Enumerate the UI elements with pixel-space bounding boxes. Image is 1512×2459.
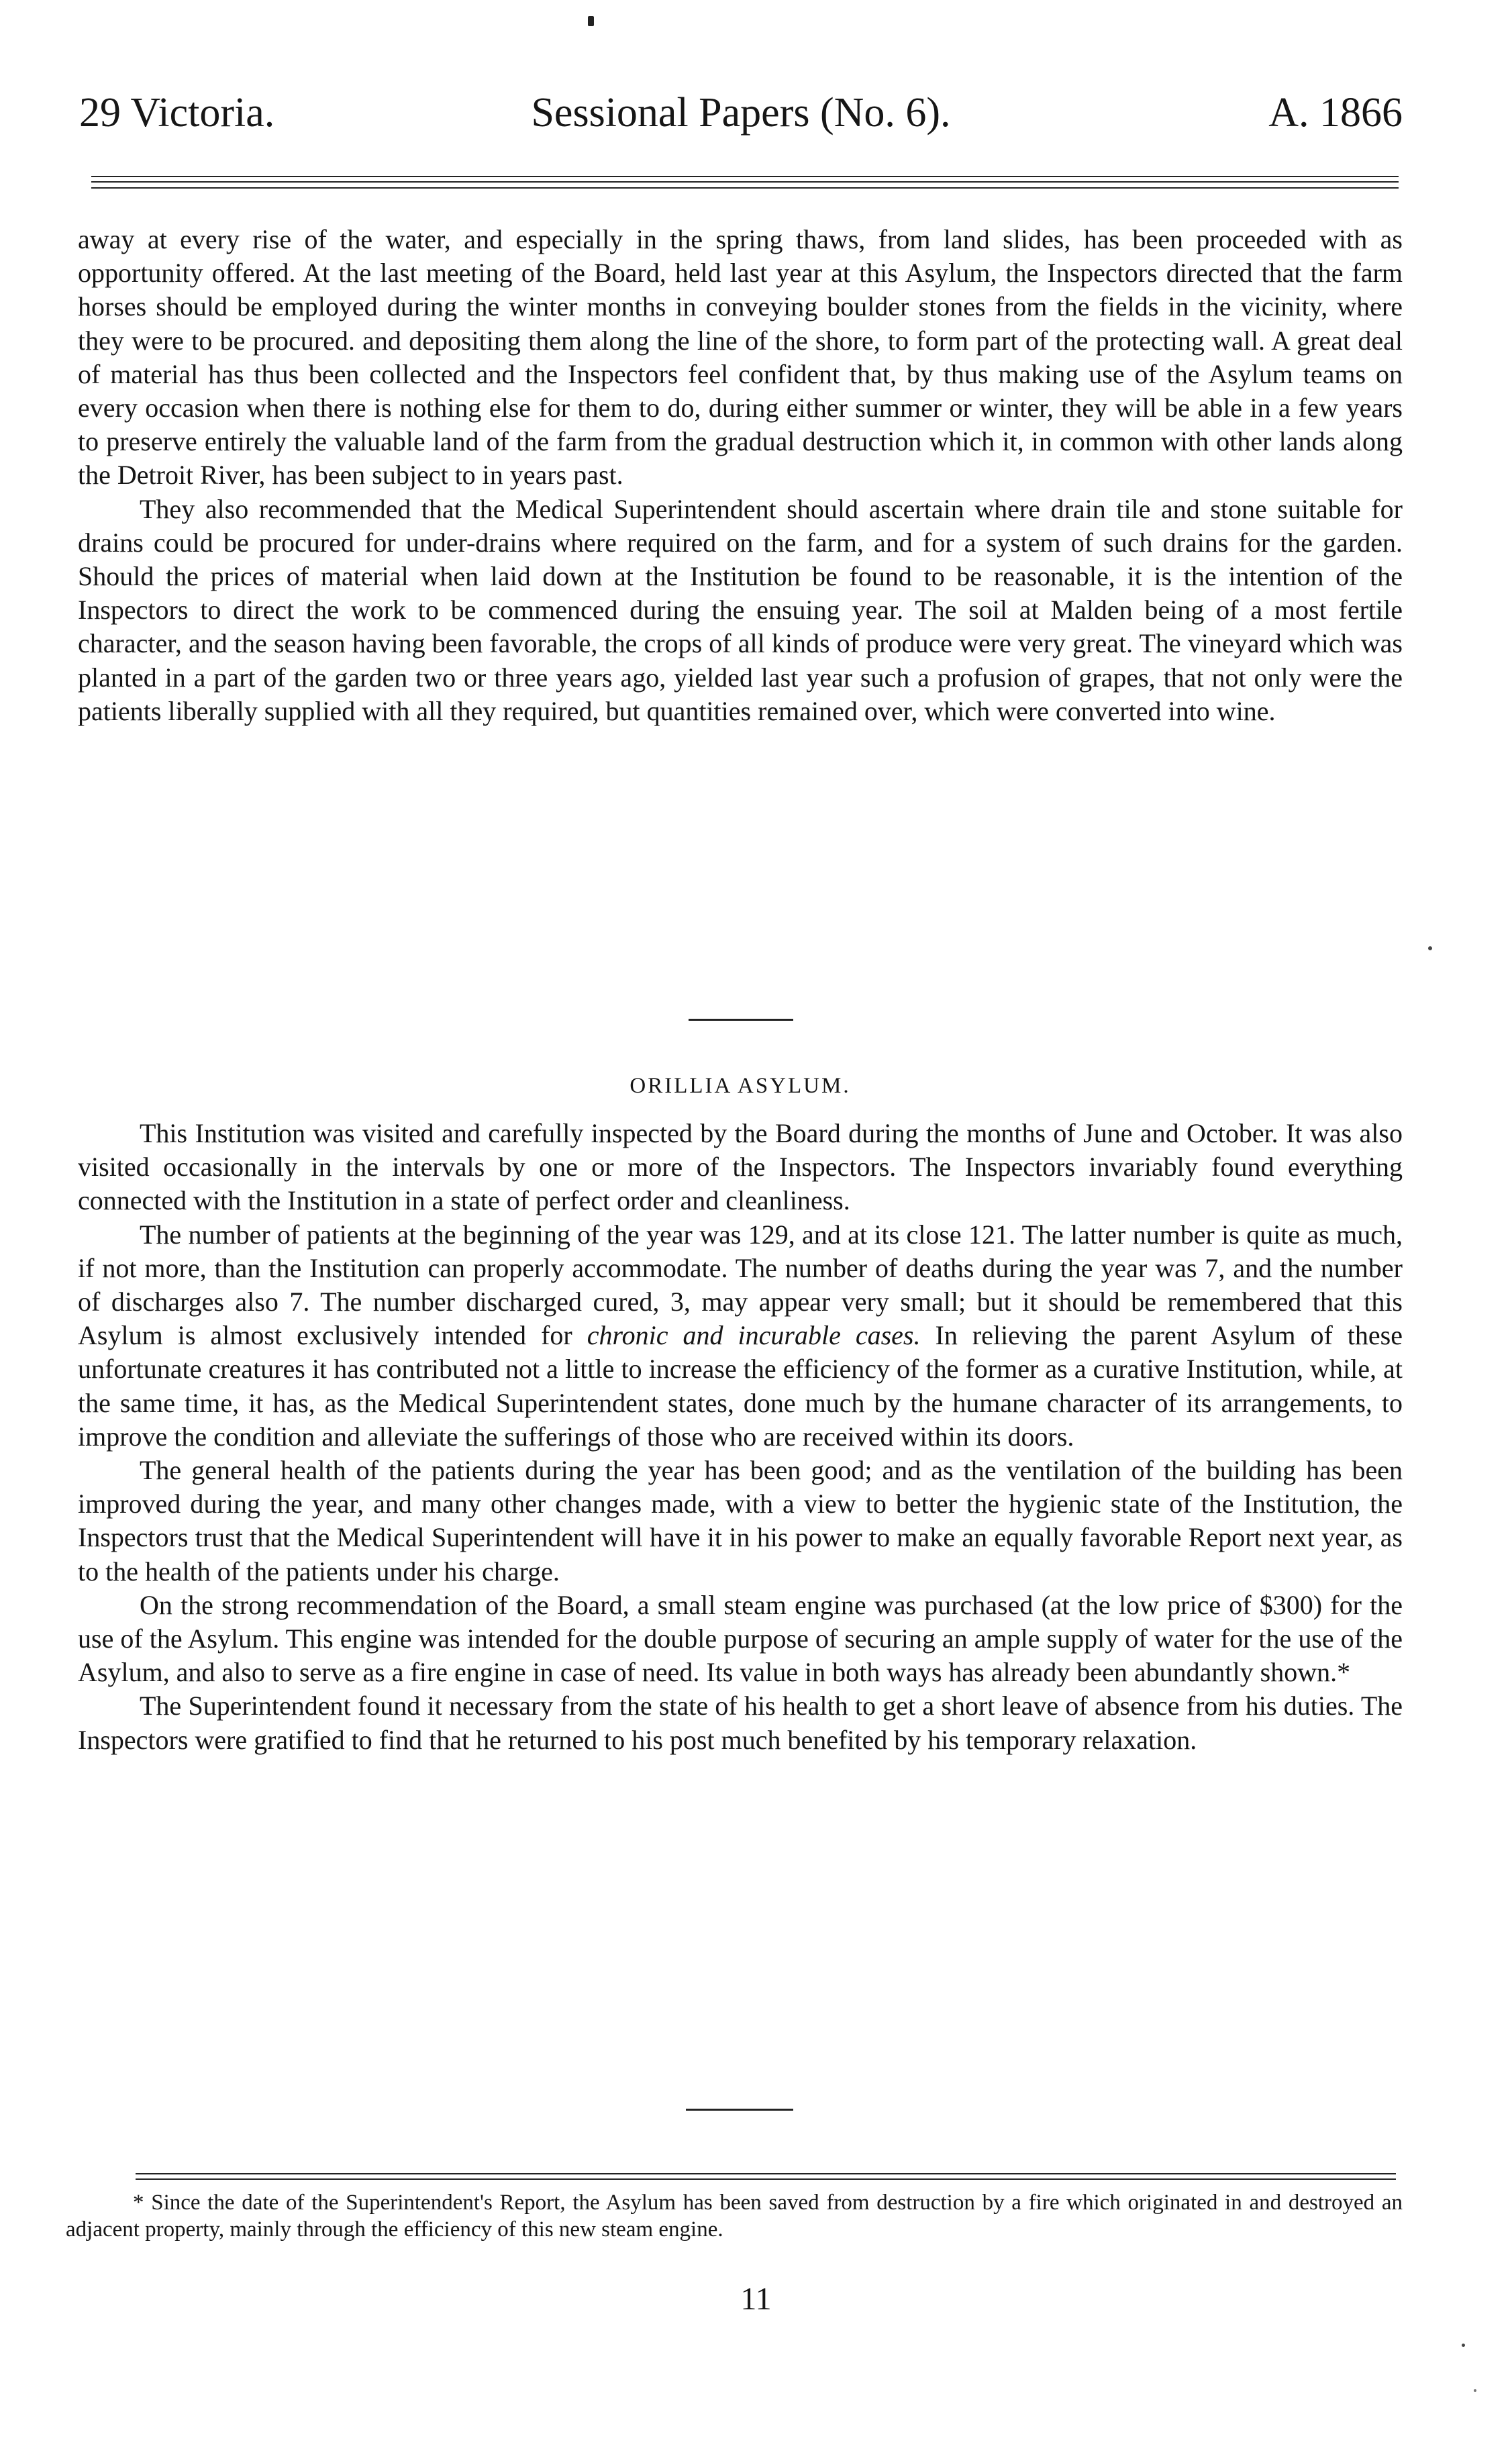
ink-speck <box>1462 2344 1465 2347</box>
patients-italic-phrase: chronic and incurable cases. <box>587 1320 921 1351</box>
footnote <box>66 2189 1403 2243</box>
paragraph-patients <box>78 1218 1403 1454</box>
paragraph-health: The general health of the patients during the year has been good; and as the ventilation of the building has been improved during the year, and many other changes made, with a view to better the hygienic state of the Institution, the Inspectors trust that the Medical Superintendent will have it in his power to make an equally favorable Report next year, as to the health of the patients under his charge. <box>78 1455 1403 1587</box>
paragraph-steam-engine: On the strong recommendation of the Board, a small steam engine was purchased (at the low price of $300) for the use of the Asylum. This engine was intended for the double purpose of securing an ample supply of water for the use of the Asylum, and also to serve as a fire engine in case of need. Its value in both ways has already been abundantly shown.* <box>78 1589 1403 1688</box>
body-top <box>78 223 1403 728</box>
header-rule-middle <box>91 181 1399 183</box>
patients-text-continued: In relieving the parent Asylum of these unfortunate creatures it has contributed not a little to increase the efficiency of the former as a curative Institution, while, at the same time, it has, as the Medical Superintendent states, done much by the humane character of its arrangements, to improve the condition and alleviate the sufferings of those who are received within its doors. <box>78 1320 1403 1452</box>
paragraph-continued: away at every rise of the water, and especially in the spring thaws, from land slides, has been proceeded with as opportunity offered. At the last meeting of the Board, held last year at this Asylum, the Inspectors directed that the farm horses should be employed during the winter months in conveying boulder stones from the fields in the vicinity, where they were to be procured. and depositing them along the line of the shore, to form part of the protecting wall. A great deal of material has thus been collected and the Inspectors feel confident that, by thus making use of the Asylum teams on every occasion when there is nothing else for them to do, during either summer or winter, they will be able in a few years to preserve entirely the valuable land of the farm from the gradual destruction which it, in common with other lands along the Detroit River, has been subject to in years past. <box>78 224 1403 491</box>
header-title: Sessional Papers (No. 6). <box>531 90 951 136</box>
paragraph-drainage: They also recommended that the Medical Superintendent should ascertain where drain tile and stone suitable for drains could be procured for under-drains where required on the farm, and for a system of such drains for the garden. Should the prices of material when laid down at the Institution be found to be reasonable, it is the intention of the Inspectors to direct the work to be commenced during the ensuing year. The soil at Malden being of a most fertile character, and the season having been favorable, the crops of all kinds of produce were very great. The vineyard which was planted in a part of the garden two or three years ago, yielded last year such a profusion of grapes, that not only were the patients liberally supplied with all they required, but quantities remained over, which were converted into wine. <box>78 493 1403 726</box>
footnote-rule-top <box>136 2173 1396 2174</box>
section-heading: ORILLIA ASYLUM. <box>629 1074 851 1098</box>
ink-speck <box>1474 2389 1476 2392</box>
running-header <box>79 86 1403 140</box>
footnote-rule-bottom <box>136 2178 1396 2180</box>
paragraph-visits: This Institution was visited and carefully inspected by the Board during the months of June and October. It was also visited occasionally in the intervals by one or more of the Inspectors. The Inspectors invariably found everything connected with the Institution in a state of perfect order and cleanliness. <box>78 1118 1403 1216</box>
header-session: 29 Victoria. <box>79 90 275 136</box>
top-print-mark <box>588 16 594 26</box>
header-rule-bottom <box>91 187 1399 189</box>
paragraph-superintendent: The Superintendent found it necessary from the state of his health to get a short leave of absence from his duties. The Inspectors were gratified to find that he returned to his post much benefited by his temporary relaxation. <box>78 1691 1403 1755</box>
page-number: 11 <box>740 2281 772 2317</box>
section-body <box>78 1117 1403 1757</box>
header-rule-top <box>91 176 1399 177</box>
header-year: A. 1866 <box>1268 90 1403 136</box>
ink-speck <box>1428 946 1432 950</box>
footnote-text: * Since the date of the Superintendent's Report, the Asylum has been saved from destruction by a fire which originated in and destroyed an adjacent property, mainly through the efficiency of this new steam engine. <box>66 2191 1403 2242</box>
end-divider <box>686 2109 793 2111</box>
section-divider <box>689 1019 793 1021</box>
patients-text: The number of patients at the beginning of the year was 129, and at its close 121. The latter number is quite as much, if not more, than the Institution can properly accommodate. The number of deaths during the year was 7, and the number of discharges also 7. The number discharged cured, 3, may appear very small; but it should be remembered that this Asylum is almost exclusively intended for <box>78 1219 1403 1351</box>
